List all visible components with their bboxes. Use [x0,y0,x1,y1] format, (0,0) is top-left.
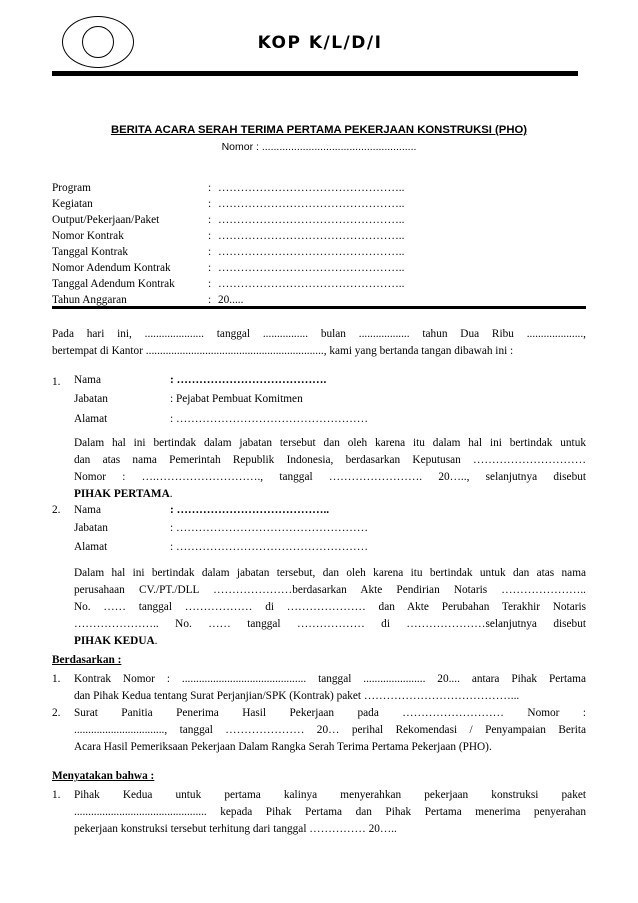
info-row-kegiatan [52,196,592,212]
intro-line: Pada hari ini, ..................... tanggal ................ bulan .................. tahun Dua Ribu ...................., [52,328,586,340]
kop-title: KOP K/L/D/I [257,33,383,53]
info-value: ………………………………………….. [218,230,405,242]
info-label: Tanggal Adendum Kontrak [52,278,175,290]
info-row-output [52,212,592,228]
field-value: : Pejabat Pembuat Komitmen [170,393,303,405]
menyatakan-line: Pihak Kedua untuk pertama kalinya menyerahkan pekerjaan konstruksi paket [74,789,586,801]
info-value: ………………………………………….. [218,262,405,274]
berdasarkan-item-number: 2. [52,707,61,719]
info-value: 20..... [218,294,244,306]
berdasarkan-heading: Berdasarkan : [52,654,122,666]
menyatakan-line: ............................................... kepada Pihak Pertama dan Pihak Pertama menerima penyerahan [74,806,586,818]
field-label: Alamat [74,413,108,425]
info-row-nomor-adendum [52,260,592,276]
party2-designation-line [74,633,586,650]
field-label: Nama [74,504,101,516]
logo-outer-ring [62,16,134,68]
party2-number: 2. [52,504,61,516]
info-row-nomor-kontrak [52,228,592,244]
berdasarkan-line: Acara Hasil Pemeriksaan Pekerjaan Dalam Rangka Serah Terima Pertama Pekerjaan (PHO). [74,741,492,753]
info-sep: : [208,182,212,194]
party2-fields [74,504,594,574]
field-value: : …………………………………………… [170,413,369,425]
party1-number: 1. [52,376,61,388]
party1-designation-line [74,486,586,503]
logo-inner-ring [82,26,114,58]
berdasarkan-item-2 [74,705,586,756]
info-sep: : [208,198,212,210]
info-row-program [52,180,592,196]
berdasarkan-line: dan Pihak Kedua tentang Surat Perjanjian/SPK (Kontrak) paket …………………………………... [74,690,520,702]
menyatakan-heading: Menyatakan bahwa : [52,770,155,782]
header-rule [52,71,578,76]
party2-period: . [154,635,158,647]
party2-line: perusahaan CV./PT./DLL …………………berdasarkan Akte Pendirian Notaris ………………….. [74,584,586,596]
party1-designation: PIHAK PERTAMA [74,488,170,500]
document-title: BERITA ACARA SERAH TERIMA PERTAMA PEKERJAAN KONSTRUKSI (PHO) [110,124,528,136]
info-label: Program [52,182,91,194]
info-sep: : [208,214,212,226]
party1-fields [74,374,594,444]
info-label: Nomor Adendum Kontrak [52,262,171,274]
menyatakan-item-number: 1. [52,789,61,801]
field-label: Jabatan [74,393,108,405]
info-fields [52,180,592,308]
intro-paragraph [52,326,586,360]
menyatakan-line: pekerjaan konstruksi tersebut terhitung dari tanggal …………… 20….. [74,823,397,835]
field-value: : ………………………………….. [170,504,330,516]
party1-period: . [169,488,173,500]
info-value: ………………………………………….. [218,198,405,210]
berdasarkan-item-1 [74,671,586,705]
field-value: : …………………………………………… [170,541,369,553]
document-nomor: Nomor : ..................................................... [221,141,417,153]
party2-line: No. …… tanggal ……………… di ………………… dan Akte Perubahan Terakhir Notaris [74,601,586,613]
intro-line: bertempat di Kantor ..............................................................., kami yang bertanda tangan dibawah ini : [52,345,514,357]
info-row-tanggal-kontrak [52,244,592,260]
berdasarkan-line: Kontrak Nomor : ............................................ tanggal ...................... 20.... antara Pihak Pertama [74,673,586,685]
party1-paragraph [74,435,586,503]
info-sep: : [208,262,212,274]
info-value: ………………………………………….. [218,246,405,258]
field-label: Nama [74,374,101,386]
party1-line: Dalam hal ini bertindak dalam jabatan tersebut dan oleh karena itu dalam hal ini bertindak untuk [74,437,586,449]
field-label: Alamat [74,541,108,553]
party1-line: dan atas nama Pemerintah Republik Indonesia, berdasarkan Keputusan ………………………… [74,454,586,466]
info-sep: : [208,294,212,306]
info-label: Tahun Anggaran [52,294,127,306]
field-value: : …………………………………. [170,374,327,386]
party2-line: ………………….. No. …… tanggal ……………… di …………………selanjutnya disebut [74,618,586,630]
party2-designation: PIHAK KEDUA [74,635,155,647]
info-value: ………………………………………….. [218,182,405,194]
info-label: Tanggal Kontrak [52,246,129,258]
info-label: Kegiatan [52,198,93,210]
info-sep: : [208,246,212,258]
berdasarkan-line: ................................, tanggal ………………… 20… perihal Rekomendasi / Penyampaian Berita [74,724,586,736]
party2-line: Dalam hal ini bertindak dalam jabatan tersebut, dan oleh karena itu bertindak untuk dan atas nama [74,567,586,579]
info-value: ………………………………………….. [218,278,405,290]
field-value: : …………………………………………… [170,522,369,534]
menyatakan-item-1 [74,787,586,838]
section-rule [52,306,586,309]
info-label: Nomor Kontrak [52,230,124,242]
info-sep: : [208,278,212,290]
party1-line: Nomor : ….………………………., tanggal ……………………. 20….., selanjutnya disebut [74,471,586,483]
info-sep: : [208,230,212,242]
party2-paragraph [74,565,586,650]
berdasarkan-line: Surat Panitia Penerima Hasil Pekerjaan pada ……………………… Nomor : [74,707,586,719]
berdasarkan-item-number: 1. [52,673,61,685]
info-row-tanggal-adendum [52,276,592,292]
info-value: ………………………………………….. [218,214,405,226]
info-label: Output/Pekerjaan/Paket [52,214,160,226]
field-label: Jabatan [74,522,108,534]
